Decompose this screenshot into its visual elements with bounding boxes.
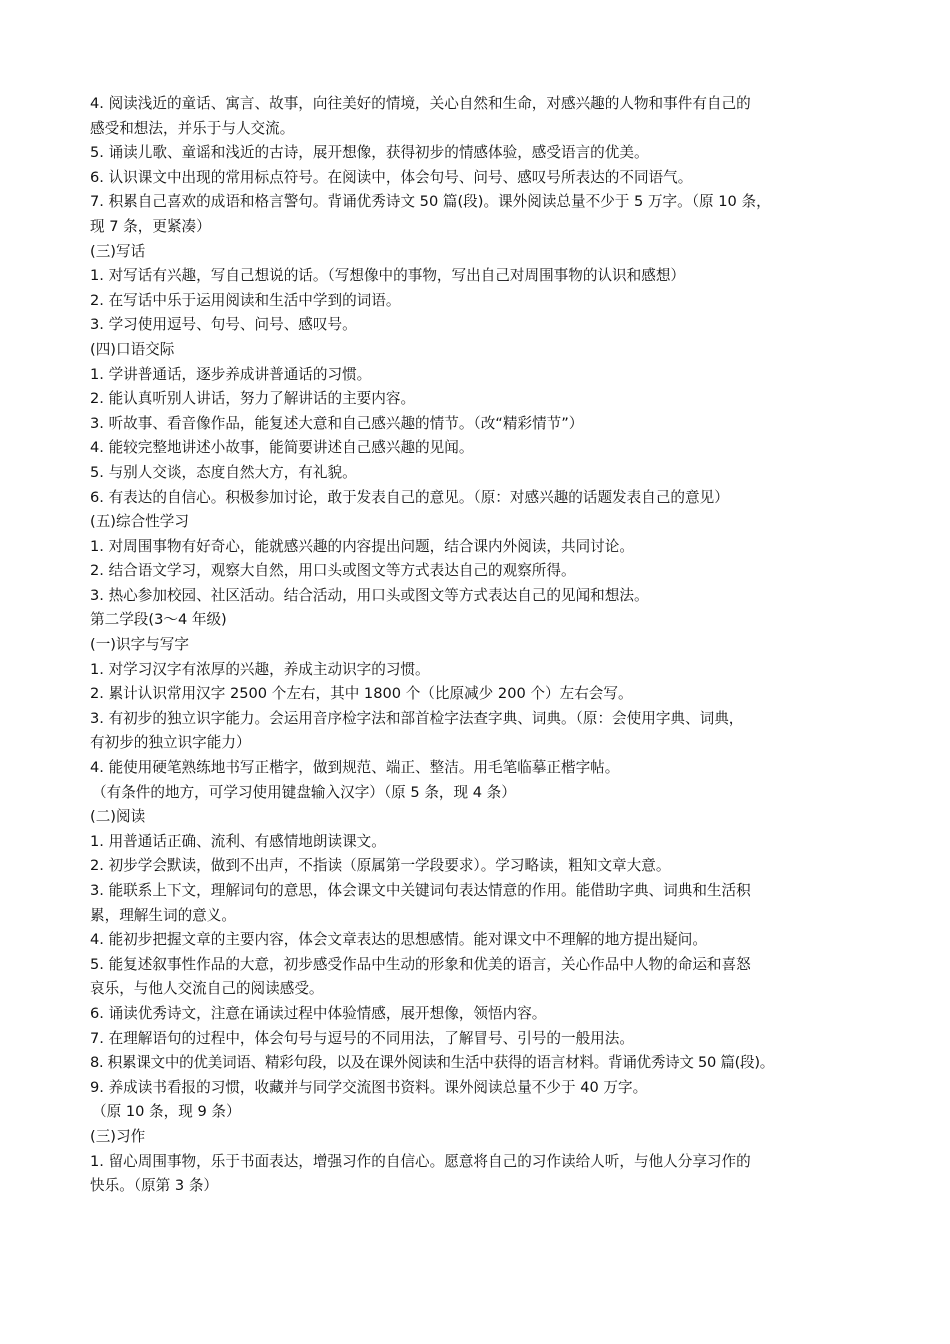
- text-line: 4. 能初步把握文章的主要内容，体会文章表达的思想感情。能对课文中不理解的地方提出疑问。: [90, 931, 707, 949]
- text-line: 6. 认识课文中出现的常用标点符号。在阅读中，体会句号、问号、感叹号所表达的不同语气。: [90, 168, 693, 186]
- text-line: 1. 对写话有兴趣，写自己想说的话。（写想像中的事物，写出自己对周围事物的认识和感想）: [90, 267, 686, 285]
- note-line: （原 10 条，现 9 条）: [92, 1103, 241, 1121]
- text-line: 现 7 条，更紧凑）: [90, 217, 211, 235]
- text-line: 4. 能较完整地讲述小故事，能简要讲述自己感兴趣的见闻。: [90, 439, 474, 457]
- text-line: 5. 能复述叙事性作品的大意，初步感受作品中生动的形象和优美的语言，关心作品中人物的命运和喜怒: [90, 955, 751, 973]
- text-line: 1. 学讲普通话，逐步养成讲普通话的习惯。: [90, 365, 372, 383]
- text-line: 7. 积累自己喜欢的成语和格言警句。背诵优秀诗文 50 篇(段)。课外阅读总量不少于 5 万字。（原 10 条，: [90, 193, 771, 211]
- text-line: 2. 累计认识常用汉字 2500 个左右，其中 1800 个（比原减少 200 个）左右会写。: [90, 685, 633, 703]
- text-line: 9. 养成读书看报的习惯，收藏并与同学交流图书资料。课外阅读总量不少于 40 万字。: [90, 1078, 648, 1096]
- text-line: 4. 阅读浅近的童话、寓言、故事，向往美好的情境，关心自然和生命，对感兴趣的人物和事件有自己的: [90, 95, 751, 112]
- text-line: 有初步的独立识字能力）: [90, 734, 251, 752]
- section-heading: (四)口语交际: [90, 340, 175, 358]
- note-line: （有条件的地方，可学习使用键盘输入汉字）（原 5 条，现 4 条）: [92, 783, 516, 801]
- text-line: 5. 诵读儿歌、童谣和浅近的古诗，展开想像，获得初步的情感体验，感受语言的优美。: [90, 144, 649, 162]
- text-line: 6. 有表达的自信心。积极参加讨论，敢于发表自己的意见。（原：对感兴趣的话题发表自己的意见）: [90, 488, 729, 506]
- section-heading: (一)识字与写字: [90, 636, 189, 654]
- text-line: 3. 能联系上下文，理解词句的意思，体会课文中关键词句表达情意的作用。能借助字典、词典和生活积: [90, 882, 751, 899]
- stage-heading: 第二学段(3～4 年级): [90, 611, 227, 629]
- text-line: 感受和想法，并乐于与人交流。: [90, 119, 295, 137]
- section-heading: (五)综合性学习: [90, 513, 189, 531]
- text-line: 2. 能认真听别人讲话，努力了解讲话的主要内容。: [90, 390, 416, 408]
- text-line: 1. 用普通话正确、流利、有感情地朗读课文。: [90, 832, 386, 850]
- text-line: 2. 结合语文学习，观察大自然，用口头或图文等方式表达自己的观察所得。: [90, 562, 576, 580]
- document-page: [90, 92, 870, 1199]
- text-line: 累，理解生词的意义。: [90, 906, 236, 924]
- text-line: 1. 对周围事物有好奇心，能就感兴趣的内容提出问题，结合课内外阅读，共同讨论。: [90, 537, 634, 555]
- text-line: 6. 诵读优秀诗文，注意在诵读过程中体验情感，展开想像，领悟内容。: [90, 1004, 547, 1022]
- text-line: 8. 积累课文中的优美词语、精彩句段，以及在课外阅读和生活中获得的语言材料。背诵优秀诗文 50 篇(段)。: [90, 1054, 775, 1072]
- text-line: 3. 学习使用逗号、句号、问号、感叹号。: [90, 316, 357, 334]
- text-line: 2. 初步学会默读，做到不出声，不指读（原属第一学段要求）。学习略读，粗知文章大意。: [90, 857, 671, 875]
- section-heading: (三)习作: [90, 1127, 146, 1145]
- text-line: 5. 与别人交谈，态度自然大方，有礼貌。: [90, 463, 357, 481]
- text-line: 1. 对学习汉字有浓厚的兴趣，养成主动识字的习惯。: [90, 660, 430, 678]
- text-line: 3. 听故事、看音像作品，能复述大意和自己感兴趣的情节。（改“精彩情节”）: [90, 414, 584, 432]
- text-line: 哀乐，与他人交流自己的阅读感受。: [90, 980, 324, 998]
- text-line: 快乐。（原第 3 条）: [90, 1177, 219, 1195]
- text-line: 4. 能使用硬笔熟练地书写正楷字，做到规范、端正、整洁。用毛笔临摹正楷字帖。: [90, 759, 620, 777]
- text-line: 7. 在理解语句的过程中，体会句号与逗号的不同用法，了解冒号、引号的一般用法。: [90, 1029, 634, 1047]
- text-line: 2. 在写话中乐于运用阅读和生活中学到的词语。: [90, 291, 401, 309]
- text-line: 3. 有初步的独立识字能力。会运用音序检字法和部首检字法查字典、词典。（原：会使用字典、词典，: [90, 709, 744, 727]
- section-heading: (二)阅读: [90, 808, 146, 826]
- section-heading: (三)写话: [90, 242, 146, 260]
- text-line: 3. 热心参加校园、社区活动。结合活动，用口头或图文等方式表达自己的见闻和想法。: [90, 586, 649, 604]
- text-line: 1. 留心周围事物，乐于书面表达，增强习作的自信心。愿意将自己的习作读给人听，与他人分享习作的: [90, 1152, 751, 1170]
